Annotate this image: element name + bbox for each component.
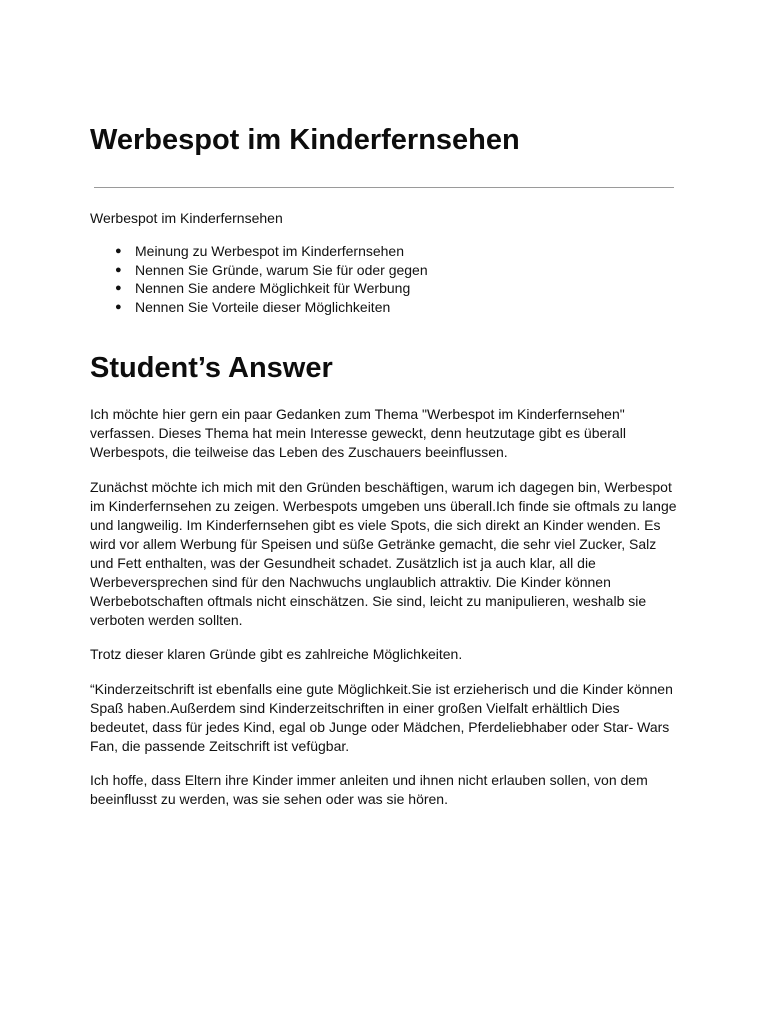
list-item — [90, 298, 680, 317]
horizontal-divider — [94, 187, 674, 188]
answer-paragraph: Ich hoffe, dass Eltern ihre Kinder immer anleiten und ihnen nicht erlauben sollen, von dem beeinflusst zu werden, was sie sehen oder was sie hören. — [90, 772, 648, 807]
task-prompt-list — [90, 242, 680, 316]
list-item — [90, 242, 680, 261]
answer-paragraph: Ich möchte hier gern ein paar Gedanken zum Thema "Werbespot im Kinderfernsehen" verfassen. Dieses Thema hat mein Interesse geweckt, denn heutzutage gibt es überall Werbespots, die teilweise das Leben des Zuschauers beeinflussen. — [90, 406, 626, 460]
document-title: Werbespot im Kinderfernsehen — [90, 124, 520, 156]
answer-heading: Student’s Answer — [90, 352, 333, 384]
prompt-text: Nennen Sie andere Möglichkeit für Werbung — [135, 280, 411, 296]
bullet-icon: ● — [115, 263, 122, 276]
answer-paragraph: Zunächst möchte ich mich mit den Gründen beschäftigen, warum ich dagegen bin, Werbespot im Kinderfernsehen zu zeigen. Werbespots umgeben uns überall.Ich finde sie oftmals zu lange und langweilig. Im Kinderfernsehen gibt es viele Spots, die sich direkt an Kinder wenden. Es wird vor allem Werbung für Speisen und süße Getränke gemacht, die sehr viel Zucker, Salz und Fett enthalten, was der Gesundheit schadet. Zusätzlich ist ja auch klar, all die Werbeversprechen sind für den Nachwuchs unglaublich attraktiv. Die Kinder können Werbebotschaften oftmals nicht einschätzen. Sie sind, leicht zu manipulieren, weshalb sie verboten werden sollten. — [90, 478, 677, 628]
list-item — [90, 261, 680, 280]
list-item — [90, 279, 680, 298]
prompt-text: Nennen Sie Gründe, warum Sie für oder gegen — [135, 261, 428, 278]
task-subtitle: Werbespot im Kinderfernsehen — [90, 210, 283, 226]
answer-body — [90, 405, 680, 809]
document-content — [90, 118, 680, 825]
prompt-text: Nennen Sie Vorteile dieser Möglichkeiten — [135, 298, 391, 315]
answer-paragraph: Trotz dieser klaren Gründe gibt es zahlreiche Möglichkeiten. — [90, 646, 463, 662]
bullet-icon: ● — [115, 245, 122, 257]
bullet-icon: ● — [115, 282, 122, 294]
prompt-text: Meinung zu Werbespot im Kinderfernsehen — [135, 243, 405, 259]
bullet-icon: ● — [115, 300, 122, 313]
answer-paragraph: “Kinderzeitschrift ist ebenfalls eine gute Möglichkeit.Sie ist erzieherisch und die Kinder können Spaß haben.Außerdem sind Kinderzeitschriften in einer großen Vielfalt erhältlich Dies bedeutet, dass für jedes Kind, egal ob Junge oder Mädchen, Pferdeliebhaber oder Star- Wars Fan, die passende Zeitschrift ist vefügbar. — [90, 680, 673, 754]
